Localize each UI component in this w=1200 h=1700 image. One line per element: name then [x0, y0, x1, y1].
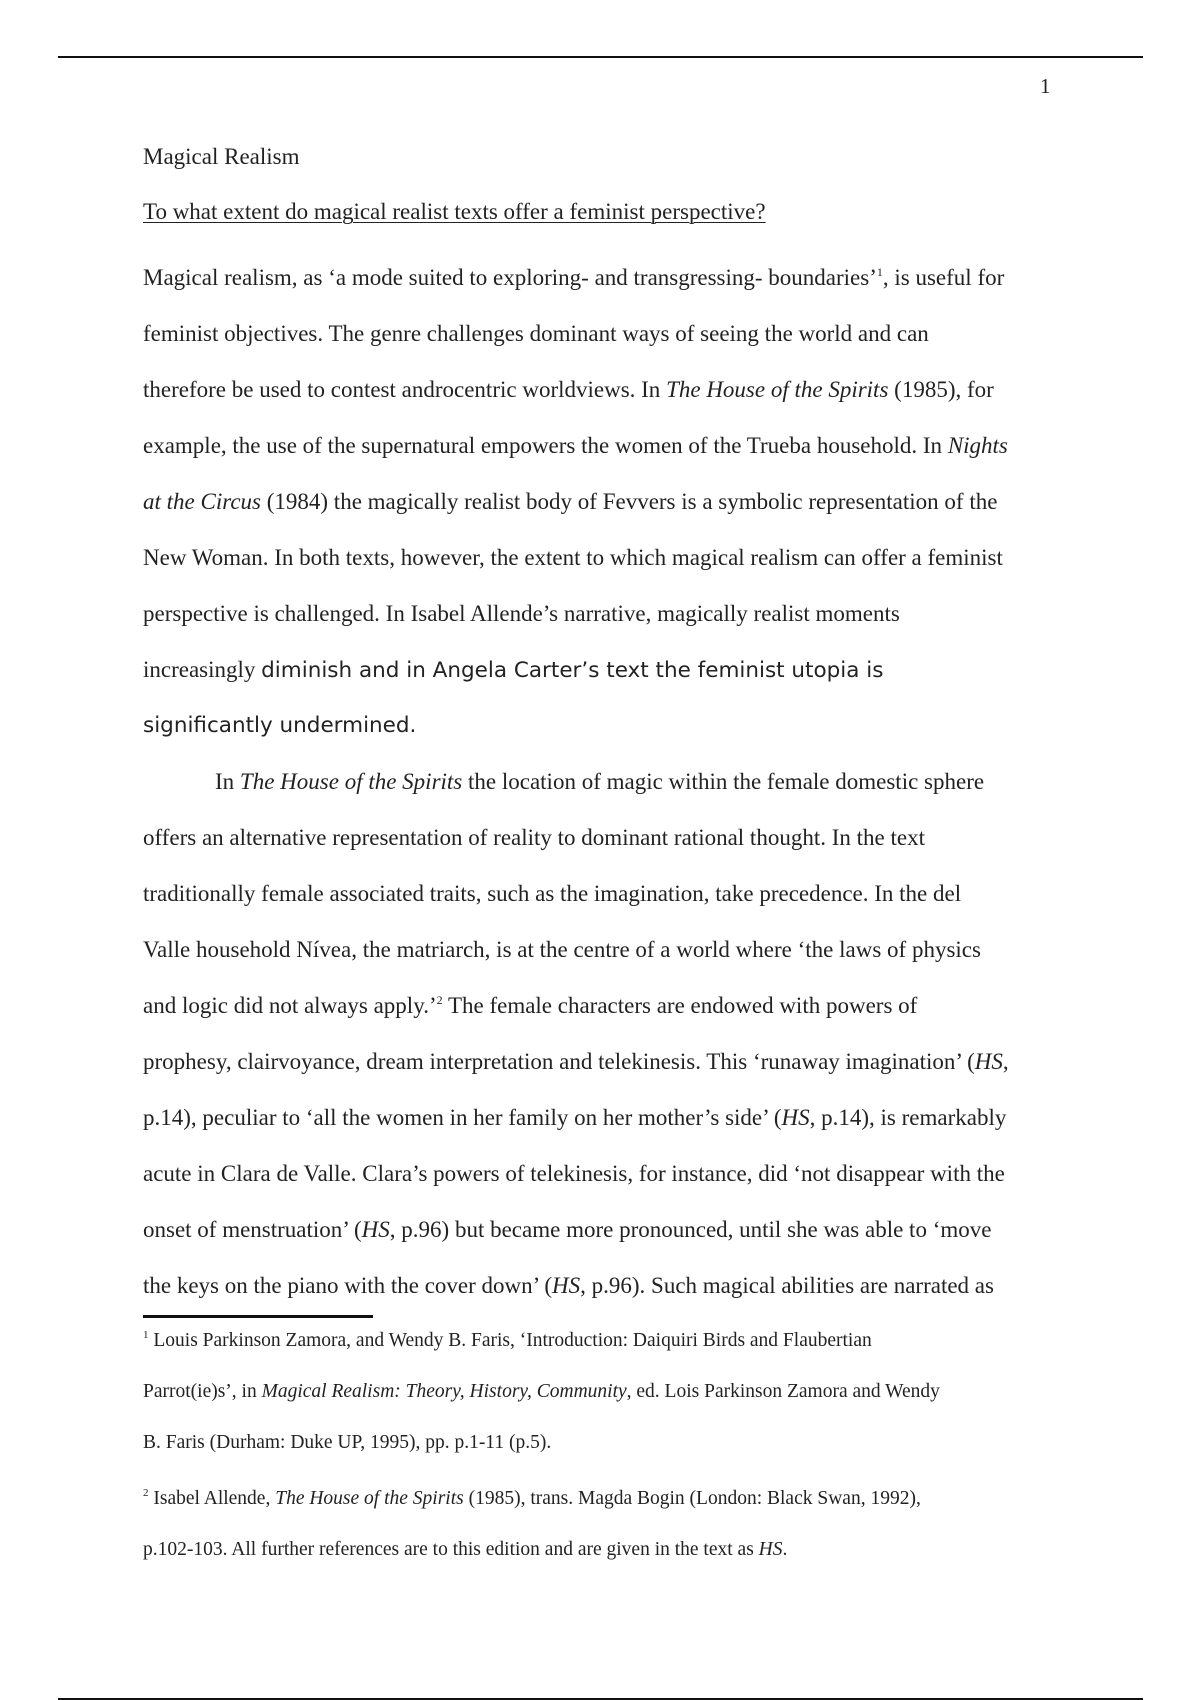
- text-run: Parrot(ie)s’, in: [143, 1381, 262, 1402]
- text-run: increasingly: [143, 657, 262, 682]
- text-run: p.14), peculiar to ‘all the women in her family on her mother’s side’ (: [143, 1105, 782, 1130]
- paragraph-2: [143, 754, 1058, 1314]
- text-line: [143, 754, 1058, 810]
- text-run: Isabel Allende,: [148, 1488, 276, 1509]
- book-title: Nights: [947, 433, 1008, 458]
- text-run: example, the use of the supernatural empowers the women of the Trueba household. In: [143, 433, 948, 458]
- essay-body: [143, 250, 1058, 1314]
- text-run: the location of magic within the female domestic sphere: [462, 769, 985, 794]
- course-title: Magical Realism: [143, 144, 300, 169]
- text-run: , p.14), is remarkably: [809, 1105, 1007, 1130]
- footnote-line: B. Faris (Durham: Duke UP, 1995), pp. p.1-11 (p.5).: [143, 1432, 552, 1453]
- text-line: [143, 250, 1058, 306]
- text-run: , p.96) but became more pronounced, until she was able to ‘move: [389, 1217, 992, 1242]
- footnote-1: [143, 1315, 1058, 1468]
- text-line: [143, 418, 1058, 474]
- essay-question: To what extent do magical realist texts offer a feminist perspective?: [143, 199, 766, 224]
- footnote-line: [143, 1473, 1058, 1524]
- text-run: (1985), for: [888, 377, 994, 402]
- text-run: Louis Parkinson Zamora, and Wendy B. Faris, ‘Introduction: Daiquiri Birds and Flaubertian: [148, 1330, 872, 1351]
- text-line: traditionally female associated traits, such as the imagination, take precedence. In the del: [143, 881, 962, 906]
- book-title: Magical Realism: Theory, History, Community: [261, 1381, 627, 1402]
- text-run-sans: diminish and in Angela Carter’s text the feminist utopia is: [261, 658, 884, 683]
- text-line: [143, 362, 1058, 418]
- text-run: , is useful for: [882, 265, 1005, 290]
- text-run: The female characters are endowed with powers of: [442, 993, 918, 1018]
- text-line: Valle household Nívea, the matriarch, is at the centre of a world where ‘the laws of physics: [143, 937, 981, 962]
- text-run: , p.96). Such magical abilities are narrated as: [580, 1273, 994, 1298]
- book-title: at the Circus: [143, 489, 261, 514]
- text-line: [143, 1202, 1058, 1258]
- text-run: and logic did not always apply.’: [143, 993, 437, 1018]
- text-run: .: [782, 1539, 788, 1560]
- text-run: prophesy, clairvoyance, dream interpretation and telekinesis. This ‘runaway imagination’ (: [143, 1049, 975, 1074]
- book-title: The House of the Spirits: [666, 377, 889, 402]
- paragraph-1: [143, 250, 1058, 754]
- text-line: [143, 642, 1058, 698]
- footnote-line: [143, 1366, 1058, 1417]
- footnote-2: [143, 1473, 1058, 1575]
- text-run: Magical realism, as ‘a mode suited to exploring- and transgressing- boundaries’: [143, 265, 877, 290]
- text-line: [143, 1090, 1058, 1146]
- text-line: [143, 1258, 1058, 1314]
- text-line: [143, 978, 1058, 1034]
- abbreviation: HS: [552, 1273, 581, 1298]
- abbreviation: HS: [781, 1105, 810, 1130]
- footnote-ref-2[interactable]: 2: [436, 993, 443, 1007]
- book-title: The House of the Spirits: [275, 1488, 464, 1509]
- text-line: New Woman. In both texts, however, the extent to which magical realism can offer a feminist: [143, 545, 1003, 570]
- text-line: feminist objectives. The genre challenges dominant ways of seeing the world and can: [143, 321, 929, 346]
- footnote-ref-1[interactable]: 1: [876, 265, 883, 279]
- page-top-rule: [58, 56, 1143, 58]
- footnote-line: [143, 1524, 1058, 1575]
- text-line: offers an alternative representation of reality to dominant rational thought. In the text: [143, 825, 925, 850]
- text-run: In: [215, 769, 240, 794]
- text-line: acute in Clara de Valle. Clara’s powers of telekinesis, for instance, did ‘not disappear with the: [143, 1161, 1005, 1186]
- text-run: ,: [1002, 1049, 1009, 1074]
- abbreviation: HS: [974, 1049, 1003, 1074]
- page-number: 1: [1040, 74, 1051, 98]
- text-run: (1985), trans. Magda Bogin (London: Black Swan, 1992),: [463, 1488, 921, 1509]
- text-line: [143, 1034, 1058, 1090]
- text-run: the keys on the piano with the cover down’ (: [143, 1273, 552, 1298]
- footnote-line: [143, 1315, 1058, 1366]
- abbreviation: HS: [758, 1539, 783, 1560]
- text-run: therefore be used to contest androcentric worldviews. In: [143, 377, 667, 402]
- text-run: p.102-103. All further references are to this edition and are given in the text as: [143, 1539, 759, 1560]
- text-run: (1984) the magically realist body of Fevvers is a symbolic representation of the: [260, 489, 998, 514]
- book-title: The House of the Spirits: [239, 769, 463, 794]
- footnote-marker: 2: [143, 1487, 149, 1499]
- abbreviation: HS: [361, 1217, 390, 1242]
- text-line: perspective is challenged. In Isabel Allende’s narrative, magically realist moments: [143, 601, 900, 626]
- text-run: , ed. Lois Parkinson Zamora and Wendy: [626, 1381, 940, 1402]
- text-line: [143, 474, 1058, 530]
- text-line: significantly undermined.: [143, 713, 417, 738]
- footnotes: [143, 1315, 1058, 1575]
- text-run: onset of menstruation’ (: [143, 1217, 362, 1242]
- footnote-marker: 1: [143, 1329, 149, 1341]
